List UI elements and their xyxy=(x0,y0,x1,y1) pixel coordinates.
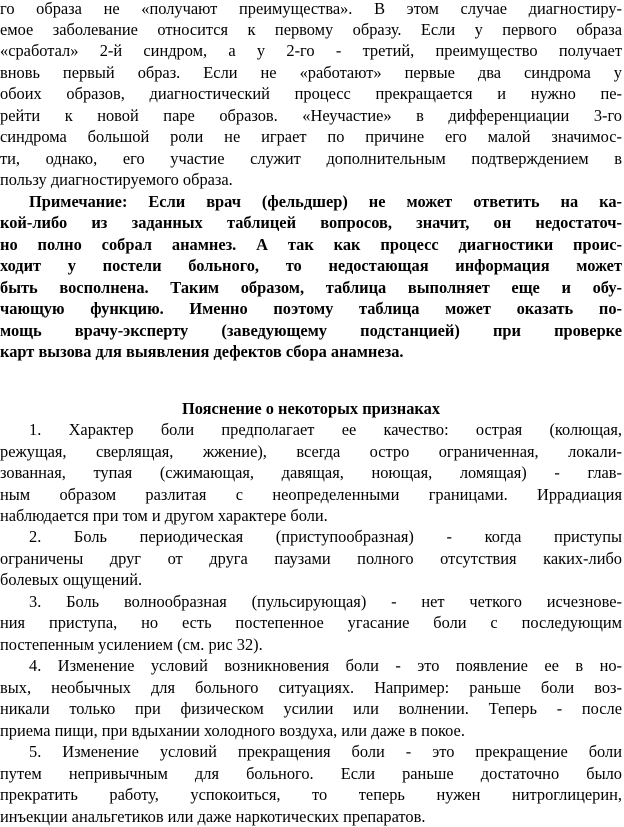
item-number: 5. xyxy=(29,742,42,761)
list-item-line: постепенным усилением (см. рис 32). xyxy=(0,635,263,654)
note-line: мощь врачу-эксперту (заведующему подстанцией) при проверке xyxy=(0,321,622,340)
list-item-line: никали только при физическом усилии или волнении. Теперь - после xyxy=(0,699,622,718)
list-item-line: режущая, сверлящая, жжение), всегда остро ограниченная, локали- xyxy=(0,442,622,461)
item-text: Боль волнообразная (пульсирующая) - нет четкого исчезнове- xyxy=(66,592,622,611)
item-text: Изменение условий возникновения боли - это появление ее в но- xyxy=(57,656,622,675)
list-item-line: ограничены друг от друга паузами полного отсутствия каких-либо xyxy=(0,549,622,568)
list-item-line: инъекции анальгетиков или даже наркотических препаратов. xyxy=(0,807,426,826)
section-title: Пояснение о некоторых признаках xyxy=(181,399,441,418)
list-item-line xyxy=(29,591,622,612)
list-item-line xyxy=(29,419,622,440)
note-line: но полно собрал анамнез. А так как процесс диагностики проис- xyxy=(0,235,622,254)
item-text: Боль периодическая (приступообразная) - когда приступы xyxy=(73,527,622,546)
text-line: ти, однако, его участие служит дополнительным подтверждением в xyxy=(0,149,622,168)
text-line: вновь первый образ. Если не «работают» первые два синдрома у xyxy=(0,63,622,82)
note-line: кой-либо из заданных таблицей вопросов, значит, он недостаточ- xyxy=(0,213,622,232)
note-line: чающую функцию. Именно поэтому таблица может оказать по- xyxy=(0,299,622,318)
list-item-line: болевых ощущений. xyxy=(0,570,143,589)
item-number: 1. xyxy=(29,420,42,439)
text-line: пользу диагностируемого образа. xyxy=(0,170,233,189)
text-line: го образа не «получают преимущества». В этом случае диагностиру- xyxy=(0,0,622,18)
item-text: Характер боли предполагает ее качество: острая (колющая, xyxy=(68,420,622,439)
list-item-line: ния приступа, но есть постепенное угасание боли с последующим xyxy=(0,613,622,632)
item-text: Изменение условий прекращения боли - это прекращение боли xyxy=(62,742,622,761)
text-line: емое заболевание относится к первому образу. Если у первого образа xyxy=(0,20,622,39)
list-item-line xyxy=(29,655,622,676)
note-line: Примечание: Если врач (фельдшер) не может ответить на ка- xyxy=(29,192,622,211)
list-item-line: вых, необычных для больного ситуациях. Например: раньше боли воз- xyxy=(0,678,622,697)
list-item-line: зованная, тупая (сжимающая, давящая, ноющая, ломящая) - глав- xyxy=(0,463,622,482)
list-item-line: прекратить работу, успокоиться, то теперь нужен нитроглицерин, xyxy=(0,785,622,804)
note-line: быть восполнена. Таким образом, таблица выполняет еще и обу- xyxy=(0,278,622,297)
text-line: рейти к новой паре образов. «Неучастие» в дифференциации 3-го xyxy=(0,106,622,125)
text-line: обоих образов, диагностический процесс прекращается и нужно пе- xyxy=(0,84,622,103)
list-item-line: путем непривычным для больного. Если раньше достаточно было xyxy=(0,764,622,783)
list-item-line xyxy=(29,526,622,547)
list-item-line: приема пищи, при вдыхании холодного воздуха, или даже в покое. xyxy=(0,721,465,740)
text-line: синдрома большой роли не играет по причине его малой значимос- xyxy=(0,127,622,146)
list-item-line xyxy=(29,741,622,762)
item-number: 4. xyxy=(29,656,42,675)
note-line: карт вызова для выявления дефектов сбора анамнеза. xyxy=(0,342,404,361)
list-item-line: наблюдается при том и другом характере боли. xyxy=(0,506,328,525)
text-line: «сработал» 2-й синдром, а у 2-го - третий, преимущество получает xyxy=(0,41,622,60)
note-line: ходит у постели больного, то недостающая информация может xyxy=(0,256,622,275)
list-item-line: ным образом разлитая с неопределенными границами. Иррадиация xyxy=(0,485,622,504)
item-number: 2. xyxy=(29,527,42,546)
item-number: 3. xyxy=(29,592,42,611)
